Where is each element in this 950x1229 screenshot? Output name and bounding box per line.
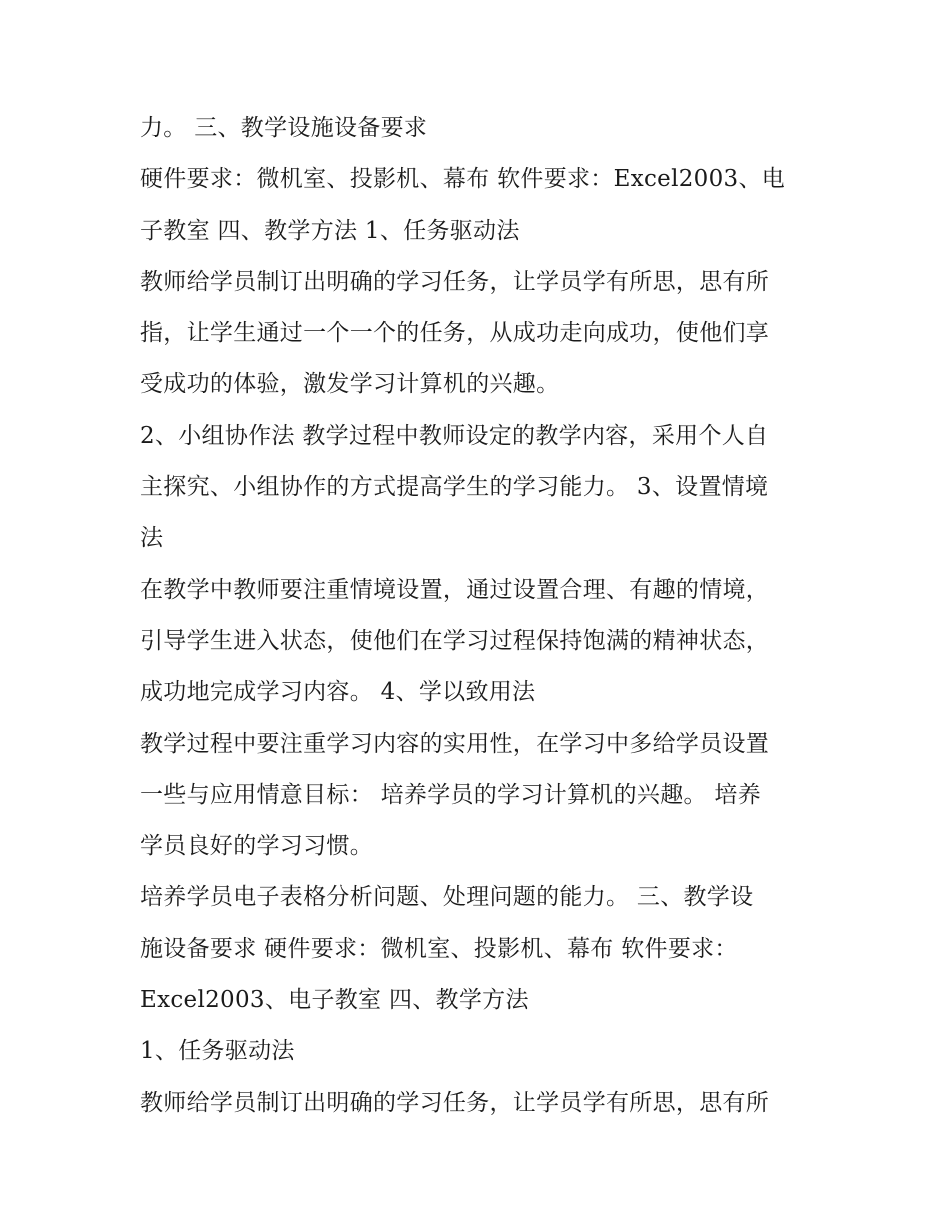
text-line: 施设备要求 硬件要求：微机室、投影机、幕布 软件要求： xyxy=(140,935,738,962)
text-line: 教学过程中要注重学习内容的实用性，在学习中多给学员设置 xyxy=(140,730,770,757)
text-line: 教师给学员制订出明确的学习任务，让学员学有所思，思有所 xyxy=(140,1089,770,1116)
text-line: 硬件要求：微机室、投影机、幕布 软件要求：Excel2003、电 xyxy=(140,166,786,193)
text-line: 法 xyxy=(140,525,164,552)
text-line: 主探究、小组协作的方式提高学生的学习能力。 3、设置情境 xyxy=(140,474,769,501)
text-line: 成功地完成学习内容。 4、学以致用法 xyxy=(140,679,536,706)
text-line: Excel2003、电子教室 四、教学方法 xyxy=(140,987,529,1014)
text-line: 2、小组协作法 教学过程中教师设定的教学内容，采用个人自 xyxy=(140,422,769,449)
text-line: 指，让学生通过一个一个的任务，从成功走向成功，使他们享 xyxy=(140,320,770,347)
text-line: 1、任务驱动法 xyxy=(140,1038,295,1065)
text-line: 力。 三、教学设施设备要求 xyxy=(140,115,428,141)
text-line: 子教室 四、教学方法 1、任务驱动法 xyxy=(140,217,520,244)
text-line: 培养学员电子表格分析问题、处理问题的能力。 三、教学设 xyxy=(140,884,754,911)
text-line: 在教学中教师要注重情境设置，通过设置合理、有趣的情境， xyxy=(140,576,770,603)
text-line: 教师给学员制订出明确的学习任务，让学员学有所思，思有所 xyxy=(140,268,770,295)
text-line: 学员良好的学习习惯。 xyxy=(140,833,373,860)
document-body xyxy=(140,103,820,1129)
text-line: 引导学生进入状态，使他们在学习过程保持饱满的精神状态， xyxy=(140,627,770,654)
text-line: 受成功的体验，激发学习计算机的兴趣。 xyxy=(140,371,560,398)
text-line: 一些与应用情意目标： 培养学员的学习计算机的兴趣。 培养 xyxy=(140,781,762,808)
